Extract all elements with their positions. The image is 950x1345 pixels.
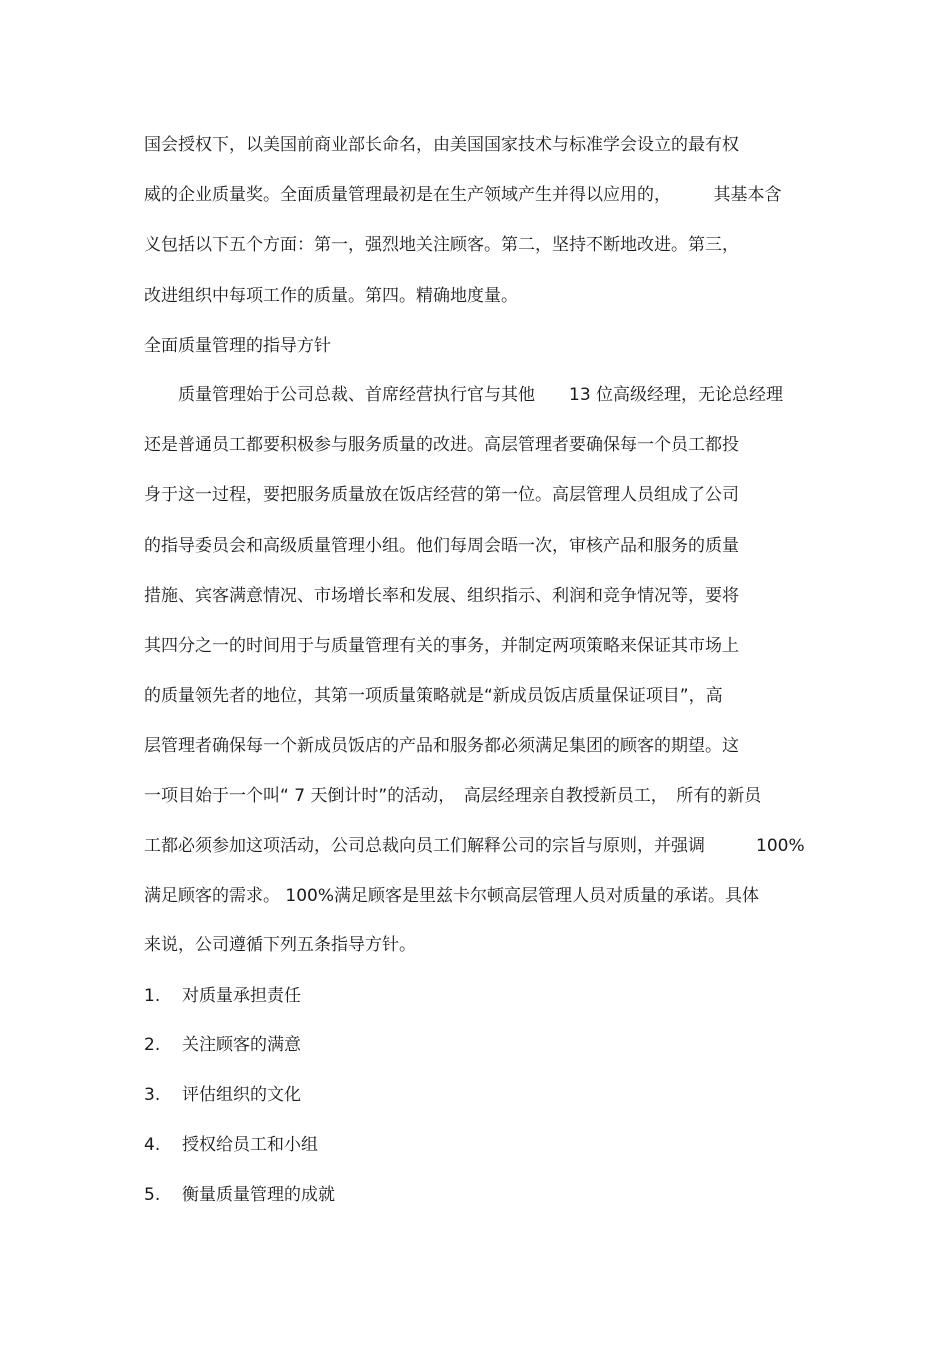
paragraph-line: 义包括以下五个方面：第一，强烈地关注顾客。第二，坚持不断地改进。第三， bbox=[144, 235, 739, 255]
paragraph-line: 质量管理始于公司总裁、首席经营执行官与其他 13 位高级经理，无论总经理 bbox=[144, 385, 784, 405]
list-text: 授权给员工和小组 bbox=[182, 1135, 318, 1155]
paragraph-line: 工都必须参加这项活动，公司总裁向员工们解释公司的宗旨与原则，并强调 100% bbox=[144, 836, 805, 856]
list-number: 4. bbox=[144, 1135, 161, 1155]
paragraph-line: 威的企业质量奖。全面质量管理最初是在生产领域产生并得以应用的， 其基本含 bbox=[144, 185, 782, 205]
paragraph-line: 满足顾客的需求。 100%满足顾客是里兹卡尔顿高层管理人员对质量的承诺。具体 bbox=[144, 886, 760, 906]
paragraph-line: 还是普通员工都要积极参与服务质量的改进。高层管理者要确保每一个员工都投 bbox=[144, 435, 739, 455]
list-number: 3. bbox=[144, 1085, 161, 1105]
paragraph-line: 层管理者确保每一个新成员饭店的产品和服务都必须满足集团的顾客的期望。这 bbox=[144, 736, 739, 756]
list-text: 关注顾客的满意 bbox=[182, 1035, 301, 1055]
paragraph-line: 一项目始于一个叫“ 7 天倒计时”的活动， 高层经理亲自教授新员工， 所有的新员 bbox=[144, 786, 762, 806]
list-item bbox=[144, 985, 301, 1007]
paragraph-line: 的指导委员会和高级质量管理小组。他们每周会晤一次，审核产品和服务的质量 bbox=[144, 536, 739, 556]
list-number: 1. bbox=[144, 986, 161, 1006]
list-item bbox=[144, 1084, 301, 1106]
list-text: 衡量质量管理的成就 bbox=[182, 1185, 335, 1205]
list-item bbox=[144, 1034, 301, 1056]
list-text: 对质量承担责任 bbox=[182, 986, 301, 1006]
paragraph-line: 的质量领先者的地位，其第一项质量策略就是“新成员饭店质量保证项目”，高 bbox=[144, 686, 723, 706]
list-item bbox=[144, 1134, 318, 1156]
paragraph-line: 其四分之一的时间用于与质量管理有关的事务，并制定两项策略来保证其市场上 bbox=[144, 636, 739, 656]
paragraph-line: 措施、宾客满意情况、市场增长率和发展、组织指示、利润和竞争情况等，要将 bbox=[144, 586, 739, 606]
list-item bbox=[144, 1184, 335, 1206]
list-text: 评估组织的文化 bbox=[182, 1085, 301, 1105]
section-heading: 全面质量管理的指导方针 bbox=[144, 336, 331, 356]
list-number: 5. bbox=[144, 1185, 161, 1205]
paragraph-line: 来说，公司遵循下列五条指导方针。 bbox=[144, 935, 416, 955]
paragraph-line: 改进组织中每项工作的质量。第四。精确地度量。 bbox=[144, 286, 518, 306]
paragraph-line: 国会授权下，以美国前商业部长命名，由美国国家技术与标准学会设立的最有权 bbox=[144, 135, 739, 155]
list-number: 2. bbox=[144, 1035, 161, 1055]
paragraph-line: 身于这一过程，要把服务质量放在饭店经营的第一位。高层管理人员组成了公司 bbox=[144, 485, 739, 505]
